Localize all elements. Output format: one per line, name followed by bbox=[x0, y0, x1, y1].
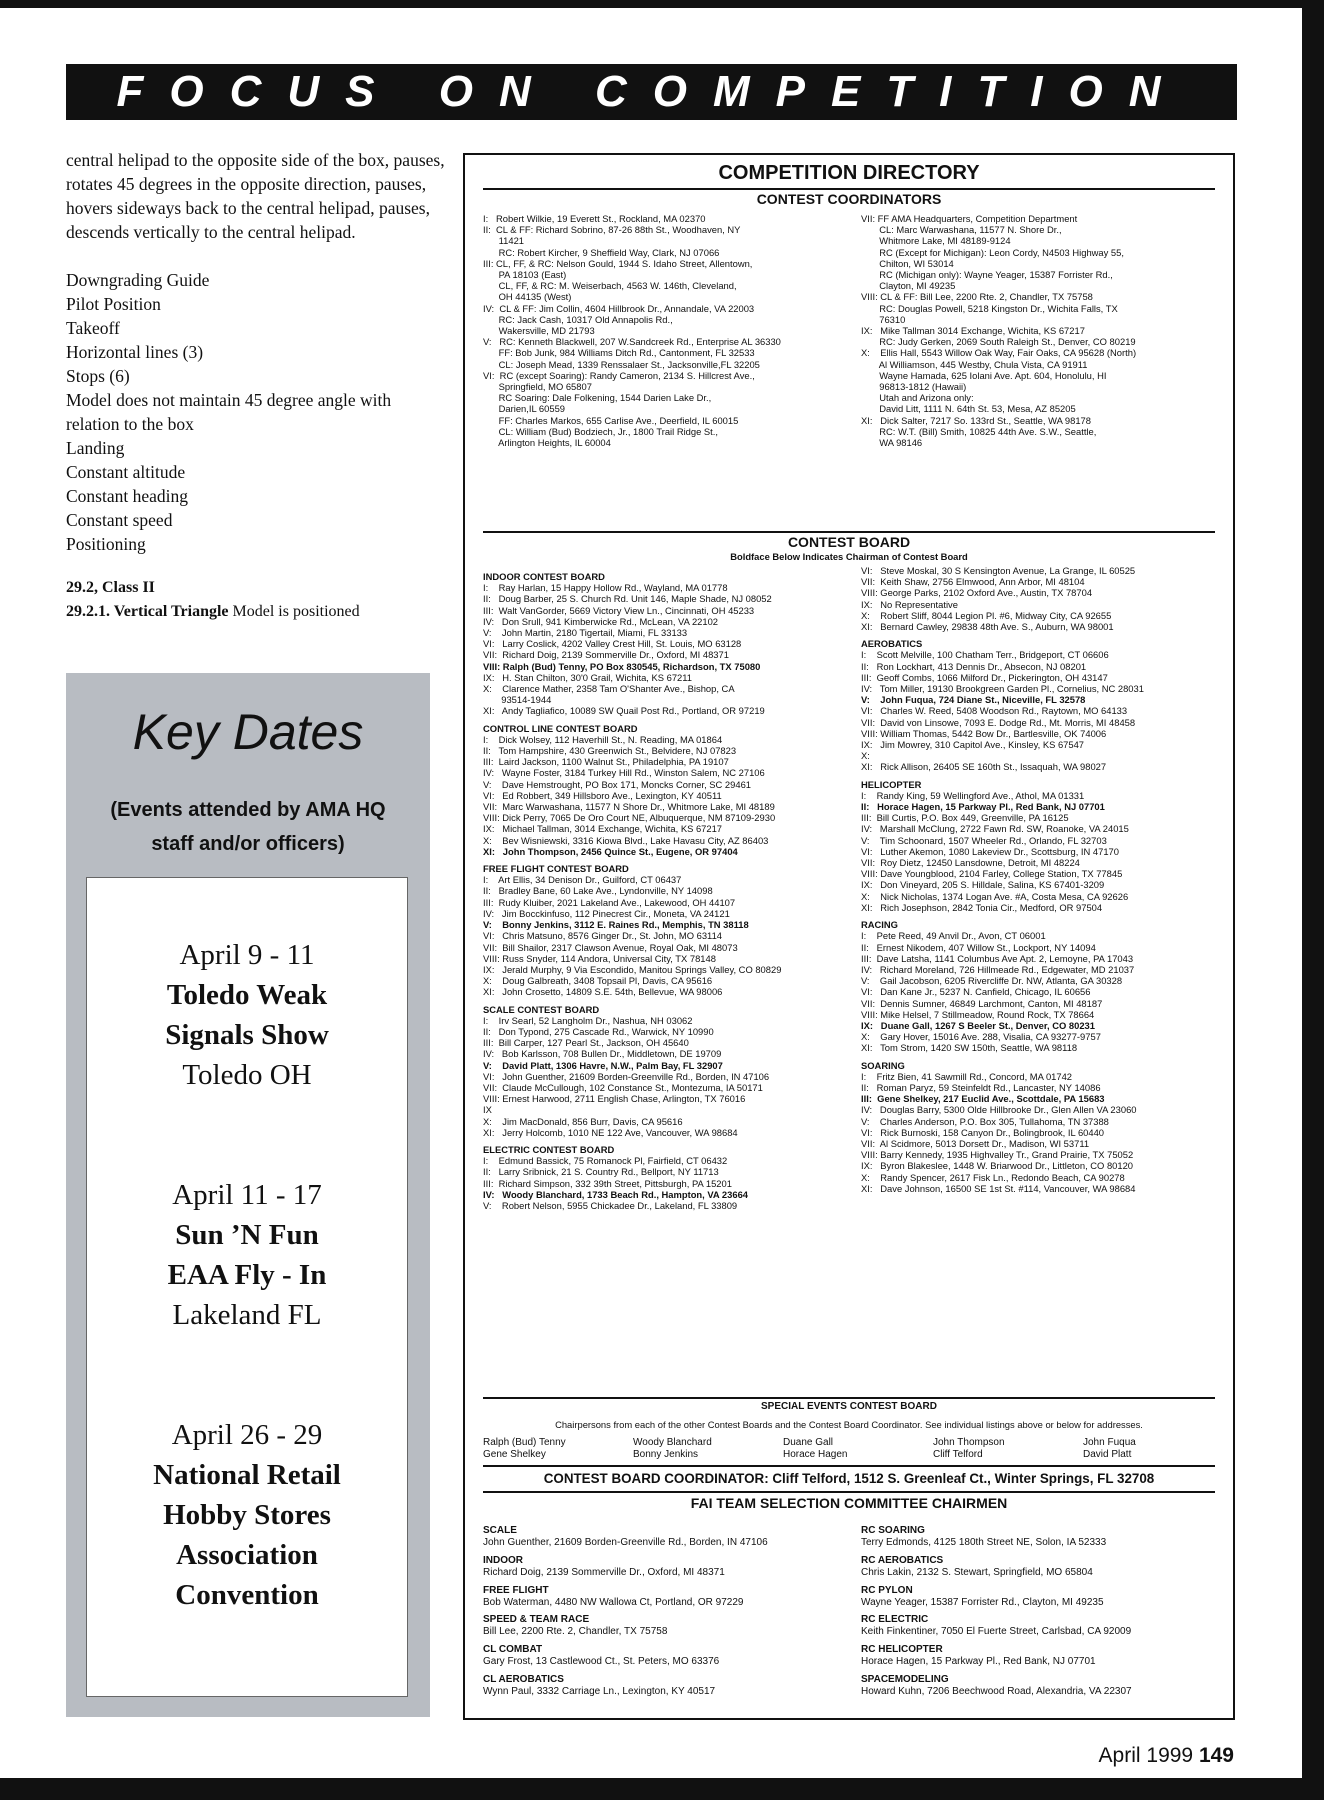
section-heading: CL AEROBATICS bbox=[483, 1674, 564, 1686]
event-name: Convention bbox=[175, 1579, 319, 1611]
section-heading: SCALE bbox=[483, 1525, 517, 1536]
directory-entry: IV: Woody Blanchard, 1733 Beach Rd., Hampton, VA 23664 bbox=[483, 1188, 749, 1200]
special-name: John Thompson bbox=[933, 1437, 1005, 1448]
section-heading: RACING bbox=[861, 919, 898, 931]
directory-line: RC (Michigan only): Wayne Yeager, 15387 Forrister Rd., bbox=[861, 269, 1113, 281]
section-heading: RC ELECTRIC bbox=[861, 1614, 929, 1626]
guide-item: Constant heading bbox=[66, 486, 188, 506]
directory-entry: V: Tim Schoonard, 1507 Wheeler Rd., Orlando, FL 32703 bbox=[861, 834, 1107, 846]
section-heading: CL COMBAT bbox=[483, 1644, 543, 1656]
directory-entry: V: Robert Nelson, 5955 Chickadee Dr., Lakeland, FL 33809 bbox=[483, 1199, 738, 1211]
directory-entry: IX: Michael Tallman, 3014 Exchange, Wichita, KS 67217 bbox=[483, 823, 723, 835]
directory-entry: I: Ray Harlan, 15 Happy Hollow Rd., Wayland, MA 01778 bbox=[483, 582, 728, 594]
directory-entry: John Guenther, 21609 Borden-Greenville Rd., Borden, IN 47106 bbox=[483, 1536, 768, 1548]
directory-line: X: Ellis Hall, 5543 Willow Oak Way, Fair Oaks, CA 95628 (North) bbox=[861, 347, 1137, 359]
divider bbox=[483, 1397, 1215, 1399]
directory-entry: XI: Rich Josephson, 2842 Tonia Cir., Medford, OR 97504 bbox=[861, 901, 1103, 913]
section-heading: INDOOR CONTEST BOARD bbox=[483, 571, 605, 582]
special-events-heading: SPECIAL EVENTS CONTEST BOARD bbox=[761, 1401, 937, 1412]
directory-entry: VIII: Dave Youngblood, 2104 Farley, College Station, TX 77845 bbox=[861, 868, 1123, 880]
fai-right-column bbox=[861, 1519, 1227, 1698]
board-coordinator-line: CONTEST BOARD COORDINATOR: Cliff Telford, 1512 S. Greenleaf Ct., Winter Springs, FL 32708 bbox=[543, 1471, 1155, 1486]
special-events-note: Chairpersons from each of the other Contest Boards and the Contest Board Coordinator. See individual listings above or below for addresses. bbox=[555, 1419, 1143, 1430]
event-name: National Retail bbox=[153, 1459, 341, 1491]
directory-entry: V: David Platt, 1306 Havre, N.W., Palm Bay, FL 32907 bbox=[483, 1059, 723, 1071]
event-date: April 11 - 17 bbox=[172, 1179, 322, 1211]
key-dates-event-list bbox=[86, 877, 408, 1697]
divider bbox=[483, 531, 1215, 533]
directory-entry: X: Clarence Mather, 2358 Tam O'Shanter Ave., Bishop, CA bbox=[483, 683, 735, 695]
directory-entry: Bill Lee, 2200 Rte. 2, Chandler, TX 75758 bbox=[483, 1626, 668, 1638]
directory-line: RC: Robert Kircher, 9 Sheffield Way, Clark, NJ 07066 bbox=[483, 246, 720, 258]
event-name: Hobby Stores bbox=[163, 1499, 331, 1531]
special-names-column bbox=[483, 1437, 566, 1461]
directory-line: RC (Except for Michigan): Leon Cordy, N4503 Highway 55, bbox=[861, 246, 1124, 258]
directory-entry: IV: Douglas Barry, 5300 Olde Hillbrooke Dr., Glen Allen VA 23060 bbox=[861, 1104, 1137, 1116]
directory-line: Utah and Arizona only: bbox=[861, 392, 974, 404]
guide-item: Stops (6) bbox=[66, 366, 130, 386]
guide-item: Takeoff bbox=[66, 318, 120, 338]
directory-line: Clayton, MI 49235 bbox=[861, 280, 956, 292]
directory-entry: Keith Finkentiner, 7050 El Fuerte Street, Carlsbad, CA 92009 bbox=[861, 1626, 1132, 1638]
directory-line: CL: William (Bud) Bodziech, Jr., 1800 Trail Ridge St., bbox=[483, 425, 718, 437]
downgrading-guide-list bbox=[66, 268, 446, 556]
directory-entry: VII: Marc Warwashana, 11577 N Shore Dr., Whitmore Lake, MI 48189 bbox=[483, 801, 775, 813]
guide-item: Constant altitude bbox=[66, 462, 186, 482]
directory-entry: V: John Fuqua, 724 Diane St., Niceville, FL 32578 bbox=[861, 694, 1086, 706]
directory-entry: I: Pete Reed, 49 Anvil Dr., Avon, CT 06001 bbox=[861, 930, 1046, 942]
directory-line: IV: CL & FF: Jim Collin, 4604 Hillbrook Dr., Annandale, VA 22003 bbox=[483, 302, 755, 314]
directory-entry: III: Geoff Combs, 1066 Milford Dr., Pickerington, OH 43147 bbox=[861, 671, 1108, 683]
class-subheading bbox=[66, 600, 446, 624]
section-heading: ELECTRIC CONTEST BOARD bbox=[483, 1143, 615, 1155]
directory-entry: VII: Richard Doig, 2139 Sommerville Dr., Oxford, MI 48371 bbox=[483, 649, 729, 661]
directory-entry: VI: Rick Burnoski, 158 Canyon Dr., Bolingbrook, IL 60440 bbox=[861, 1126, 1105, 1138]
directory-entry: IV: Tom Miller, 19130 Brookgreen Garden Pl., Cornelius, NC 28031 bbox=[861, 683, 1144, 695]
contest-board-heading: CONTEST BOARD bbox=[787, 534, 911, 550]
directory-entry: VII: Al Scidmore, 5013 Dorsett Dr., Madison, WI 53711 bbox=[861, 1137, 1090, 1149]
directory-line: David Litt, 1111 N. 64th St. 53, Mesa, AZ 85205 bbox=[861, 403, 1076, 415]
section-heading: FREE FLIGHT bbox=[483, 1584, 549, 1596]
directory-line: FF: Charles Markos, 655 Carlise Ave., Deerfield, IL 60015 bbox=[483, 414, 739, 426]
directory-entry: X: bbox=[861, 750, 870, 762]
directory-entry: VI: Larry Coslick, 4202 Valley Crest Hill, St. Louis, MO 63128 bbox=[483, 638, 742, 650]
directory-entry: II: Tom Hampshire, 430 Greenwich St., Belvidere, NJ 07823 bbox=[483, 745, 737, 757]
directory-entry: I: Edmund Bassick, 75 Romanock Pl, Fairfield, CT 06432 bbox=[483, 1155, 728, 1167]
directory-line: PA 18103 (East) bbox=[483, 269, 567, 281]
directory-entry: II: Bradley Bane, 60 Lake Ave., Lyndonville, NY 14098 bbox=[483, 885, 713, 897]
competition-directory bbox=[463, 153, 1235, 1720]
directory-line: Arlington Heights, IL 60004 bbox=[483, 437, 611, 449]
directory-entry: III: Richard Simpson, 332 39th Street, Pittsburgh, PA 15201 bbox=[483, 1177, 732, 1189]
section-heading: RC PYLON bbox=[861, 1584, 913, 1596]
directory-entry: IX: No Representative bbox=[861, 598, 958, 610]
special-name: Horace Hagen bbox=[783, 1449, 848, 1460]
directory-entry: XI: Jerry Holcomb, 1010 NE 122 Ave, Vancouver, WA 98684 bbox=[483, 1126, 738, 1138]
directory-entry: III: Dave Latsha, 1141 Columbus Ave Apt. 2, Lemoyne, PA 17043 bbox=[861, 952, 1134, 964]
event-date: April 9 - 11 bbox=[179, 939, 315, 971]
class-sub-rest: Model is positioned bbox=[228, 603, 360, 620]
section-heading: CONTROL LINE CONTEST BOARD bbox=[483, 722, 638, 734]
class-section bbox=[66, 576, 446, 624]
section-heading: RC SOARING bbox=[861, 1525, 925, 1536]
special-name: Bonny Jenkins bbox=[633, 1449, 699, 1460]
directory-entry: V: John Martin, 2180 Tigertail, Miami, FL 33133 bbox=[483, 627, 688, 639]
directory-line: RC: Judy Gerken, 2069 South Raleigh St., Denver, CO 80219 bbox=[861, 336, 1136, 348]
special-name: Gene Shelkey bbox=[483, 1449, 546, 1460]
key-dates-box bbox=[66, 673, 430, 1717]
special-names-column bbox=[633, 1437, 712, 1461]
event-date: April 26 - 29 bbox=[171, 1419, 323, 1451]
directory-entry: X: Robert Sliff, 8044 Legion Pl. #6, Midway City, CA 92655 bbox=[861, 609, 1112, 621]
directory-entry: IV: Bob Karlsson, 708 Bullen Dr., Middletown, DE 19709 bbox=[483, 1048, 722, 1060]
directory-entry: I: Scott Melville, 100 Chatham Terr., Bridgeport, CT 06606 bbox=[861, 649, 1109, 661]
directory-entry: XI: Rick Allison, 26405 SE 160th St., Issaquah, WA 98027 bbox=[861, 761, 1107, 773]
directory-entry: 93514-1944 bbox=[483, 694, 552, 706]
directory-entry: XI: Andy Tagliafico, 10089 SW Quail Post Rd., Portland, OR 97219 bbox=[483, 705, 765, 717]
directory-line: Chilton, WI 53014 bbox=[861, 257, 954, 269]
directory-entry: I: Fritz Bien, 41 Sawmill Rd., Concord, MA 01742 bbox=[861, 1070, 1073, 1082]
event-name: Signals Show bbox=[165, 1019, 329, 1051]
section-heading: FREE FLIGHT CONTEST BOARD bbox=[483, 863, 629, 875]
guide-item: Horizontal lines (3) bbox=[66, 342, 204, 362]
directory-entry: VIII: Ralph (Bud) Tenny, PO Box 830545, Richardson, TX 75080 bbox=[483, 660, 761, 672]
directory-entry: IX: Byron Blakeslee, 1448 W. Briarwood Dr., Littleton, CO 80120 bbox=[861, 1160, 1134, 1172]
directory-entry: III: Laird Jackson, 1100 Walnut St., Philadelphia, PA 19107 bbox=[483, 756, 729, 768]
divider bbox=[483, 1491, 1215, 1493]
directory-entry: I: Art Ellis, 34 Denison Dr., Guilford, CT 06437 bbox=[483, 874, 682, 886]
directory-entry: VI: John Guenther, 21609 Borden-Greenville Rd., Borden, IN 47106 bbox=[483, 1070, 770, 1082]
class-heading: 29.2, Class II bbox=[66, 579, 155, 596]
section-heading: HELICOPTER bbox=[861, 778, 922, 790]
directory-entry: Chris Lakin, 2132 S. Stewart, Springfield, MO 65804 bbox=[861, 1566, 1093, 1578]
directory-entry: X: Doug Galbreath, 3408 Topsail Pl, Davis, CA 95616 bbox=[483, 975, 713, 987]
directory-line: VIII: CL & FF: Bill Lee, 2200 Rte. 2, Chandler, TX 75758 bbox=[861, 291, 1093, 303]
event-name: EAA Fly - In bbox=[167, 1259, 327, 1291]
directory-entry: V: Charles Anderson, P.O. Box 305, Tullahoma, TN 37388 bbox=[861, 1115, 1109, 1127]
directory-entry: Wayne Yeager, 15387 Forrister Rd., Clayton, MI 49235 bbox=[861, 1596, 1104, 1608]
guide-item: Landing bbox=[66, 438, 125, 458]
directory-line: CL: Marc Warwashana, 11577 N. Shore Dr., bbox=[861, 224, 1062, 236]
directory-line: Wayne Hamada, 625 Iolani Ave. Apt. 604, Honolulu, HI bbox=[861, 369, 1107, 381]
directory-entry: Bob Waterman, 4480 NW Wallowa Ct, Portland, OR 97229 bbox=[483, 1596, 744, 1608]
directory-entry: VII: Dennis Sumner, 46849 Larchmont, Canton, MI 48187 bbox=[861, 997, 1103, 1009]
directory-entry: II: Roman Paryz, 59 Steinfeldt Rd., Lancaster, NY 14086 bbox=[861, 1081, 1101, 1093]
coordinators-right-column bbox=[861, 213, 1227, 448]
section-heading: INDOOR bbox=[483, 1554, 523, 1566]
guide-item: Constant speed bbox=[66, 510, 173, 530]
directory-entry: XI: John Thompson, 2456 Quince St., Eugene, OR 97404 bbox=[483, 845, 738, 857]
directory-entry: I: Dick Wolsey, 112 Haverhill St., N. Reading, MA 01864 bbox=[483, 733, 723, 745]
directory-entry: VI: Ed Robbert, 349 Hillsboro Ave., Lexington, KY 40511 bbox=[483, 789, 722, 801]
guide-item: Downgrading Guide bbox=[66, 270, 210, 290]
directory-entry: XI: Dave Johnson, 16500 SE 1st St. #114, Vancouver, WA 98684 bbox=[861, 1182, 1136, 1194]
directory-entry: XI: Bernard Cawley, 29838 48th Ave. S., Auburn, WA 98001 bbox=[861, 621, 1114, 633]
directory-line: RC: W.T. (Bill) Smith, 10825 44th Ave. S.W., Seattle, bbox=[861, 425, 1097, 437]
directory-line: III: CL, FF, & RC: Nelson Gould, 1944 S. Idaho Street, Allentown, bbox=[483, 257, 753, 269]
directory-entry: X: Gary Hover, 15016 Ave. 288, Visalia, CA 93277-9757 bbox=[861, 1031, 1101, 1043]
directory-entry: IV: Richard Moreland, 726 Hillmeade Rd., Edgewater, MD 21037 bbox=[861, 963, 1135, 975]
event-place: Toledo OH bbox=[182, 1059, 312, 1091]
directory-line: RC Soaring: Dale Folkening, 1544 Darien Lake Dr., bbox=[483, 392, 712, 404]
directory-line: WA 98146 bbox=[861, 437, 923, 449]
issue-date: April 1999 bbox=[1098, 1744, 1194, 1767]
directory-entry: V: Gail Jacobson, 6205 Rivercliffe Dr. NW, Atlanta, GA 30328 bbox=[861, 975, 1123, 987]
special-names-column bbox=[933, 1437, 1005, 1461]
directory-entry: I: Randy King, 59 Wellingford Ave., Athol, MA 01331 bbox=[861, 789, 1085, 801]
directory-entry: Gary Frost, 13 Castlewood Ct., St. Peters, MO 63376 bbox=[483, 1656, 720, 1668]
directory-entry: III: Walt VanGorder, 5669 Victory View Ln., Cincinnati, OH 45233 bbox=[483, 604, 755, 616]
directory-entry: III: Gene Shelkey, 217 Euclid Ave., Scottdale, PA 15683 bbox=[861, 1093, 1105, 1105]
directory-line: RC: Douglas Powell, 5218 Kingston Dr., Wichita Falls, TX bbox=[861, 302, 1118, 314]
directory-entry: IV: Jim Bocckinfuso, 112 Pinecrest Cir., Moneta, VA 24121 bbox=[483, 907, 730, 919]
directory-line: Whitmore Lake, MI 48189-9124 bbox=[861, 235, 1011, 247]
directory-entry: VI: Chris Matsuno, 8576 Ginger Dr., St. John, MO 63114 bbox=[483, 930, 723, 942]
directory-entry: Howard Kuhn, 7206 Beechwood Road, Alexandria, VA 22307 bbox=[861, 1685, 1132, 1697]
section-heading: SPACEMODELING bbox=[861, 1674, 949, 1686]
directory-entry: VIII: Mike Helsel, 7 Stillmeadow, Round Rock, TX 78664 bbox=[861, 1008, 1095, 1020]
directory-entry: III: Bill Carper, 127 Pearl St., Jackson, OH 45640 bbox=[483, 1037, 689, 1049]
section-heading: AEROBATICS bbox=[861, 638, 923, 650]
section-heading: RC AEROBATICS bbox=[861, 1554, 944, 1566]
directory-entry: IX: Don Vineyard, 205 S. Hilldale, Salina, KS 67401-3209 bbox=[861, 879, 1105, 891]
directory-line: Darien,IL 60559 bbox=[483, 403, 565, 415]
section-heading: SOARING bbox=[861, 1059, 905, 1071]
directory-entry: X: Jim MacDonald, 856 Burr, Davis, CA 95616 bbox=[483, 1115, 683, 1127]
guide-item: Pilot Position bbox=[66, 294, 161, 314]
class-sub-bold: 29.2.1. Vertical Triangle bbox=[66, 603, 229, 620]
fai-left-column bbox=[483, 1519, 841, 1698]
directory-entry: IV: Don Srull, 941 Kimberwicke Rd., McLean, VA 22102 bbox=[483, 615, 719, 627]
directory-line: OH 44135 (West) bbox=[483, 291, 572, 303]
directory-entry: Wynn Paul, 3332 Carriage Ln., Lexington, KY 40517 bbox=[483, 1685, 716, 1697]
divider bbox=[483, 188, 1215, 190]
special-names-column bbox=[1083, 1437, 1136, 1461]
special-name: John Fuqua bbox=[1083, 1437, 1136, 1448]
special-name: Woody Blanchard bbox=[633, 1437, 712, 1448]
directory-line: VI: RC (except Soaring): Randy Cameron, 2134 S. Hillcrest Ave., bbox=[483, 369, 755, 381]
directory-entry: XI: John Crosetto, 14809 S.E. 54th, Bellevue, WA 98006 bbox=[483, 986, 723, 998]
directory-entry: X: Bev Wisniewski, 3316 Kiowa Blvd., Lake Havasu City, AZ 86403 bbox=[483, 834, 769, 846]
key-dates-subtitle-line: staff and/or officers) bbox=[151, 833, 345, 855]
board-right-column bbox=[861, 565, 1231, 1194]
contest-board-note: Boldface Below Indicates Chairman of Contest Board bbox=[730, 551, 968, 562]
directory-entry: VI: Luther Akemon, 1080 Lakeview Dr., Scottsburg, IN 47170 bbox=[861, 845, 1119, 857]
directory-entry: VIII: Ernest Harwood, 2711 English Chase, Arlington, TX 76016 bbox=[483, 1093, 746, 1105]
guide-item: Model does not maintain 45 degree angle with relation to the box bbox=[66, 390, 392, 434]
directory-entry: IV: Wayne Foster, 3184 Turkey Hill Rd., Winston Salem, NC 27106 bbox=[483, 767, 765, 779]
section-heading: RC HELICOPTER bbox=[861, 1644, 943, 1656]
directory-entry: I: Irv Searl, 52 Langholm Dr., Nashua, NH 03062 bbox=[483, 1014, 693, 1026]
directory-line: Springfield, MO 65807 bbox=[483, 381, 592, 393]
directory-entry: XI: Tom Strom, 1420 SW 150th, Seattle, WA 98118 bbox=[861, 1042, 1078, 1054]
directory-entry: II: Don Typond, 275 Cascade Rd., Warwick, NY 10990 bbox=[483, 1025, 714, 1037]
section-heading: SCALE CONTEST BOARD bbox=[483, 1003, 600, 1015]
directory-entry: X: Nick Nicholas, 1374 Logan Ave. #A, Costa Mesa, CA 92626 bbox=[861, 890, 1129, 902]
directory-entry: II: Ernest Nikodem, 407 Willow St., Lockport, NY 14094 bbox=[861, 941, 1096, 953]
article-column bbox=[66, 148, 446, 624]
directory-line: Wakersville, MD 21793 bbox=[483, 325, 595, 337]
directory-entry: Horace Hagen, 15 Parkway Pl., Red Bank, NJ 07701 bbox=[861, 1656, 1096, 1668]
directory-entry: X: Randy Spencer, 2617 Fisk Ln., Redondo Beach, CA 90278 bbox=[861, 1171, 1125, 1183]
divider bbox=[483, 1465, 1215, 1467]
directory-entry: VIII: George Parks, 2102 Oxford Ave., Austin, TX 78704 bbox=[861, 587, 1093, 599]
article-paragraph: central helipad to the opposite side of the box, pauses, rotates 45 degrees in the opposite direction, pauses, hovers sideways back to the central helipad, pauses, descends vertically to the central helipad. bbox=[66, 150, 445, 242]
board-left-column bbox=[483, 565, 855, 1211]
event-name: Toledo Weak bbox=[166, 979, 328, 1011]
directory-line: 96813-1812 (Hawaii) bbox=[861, 381, 967, 393]
special-name: Duane Gall bbox=[783, 1437, 834, 1448]
directory-entry: II: Larry Sribnick, 21 S. Country Rd., Bellport, NY 11713 bbox=[483, 1166, 719, 1178]
directory-line: XI: Dick Salter, 7217 So. 133rd St., Seattle, WA 98178 bbox=[861, 414, 1091, 426]
directory-entry: VIII: Barry Kennedy, 1935 Highvalley Tr., Grand Prairie, TX 75052 bbox=[861, 1149, 1134, 1161]
directory-entry: V: Dave Hemstrought, PO Box 171, Moncks Corner, SC 29461 bbox=[483, 778, 752, 790]
directory-entry: Terry Edmonds, 4125 180th Street NE, Solon, IA 52333 bbox=[861, 1536, 1107, 1548]
event-place: Lakeland FL bbox=[172, 1299, 322, 1331]
directory-line: I: Robert Wilkie, 19 Everett St., Rockland, MA 02370 bbox=[483, 213, 706, 224]
directory-entry: IX: Duane Gall, 1267 S Beeler St., Denver, CO 80231 bbox=[861, 1019, 1095, 1031]
directory-line: FF: Bob Junk, 984 Williams Ditch Rd., Cantonment, FL 32533 bbox=[483, 347, 755, 359]
directory-line: V: RC: Kenneth Blackwell, 207 W.Sandcreek Rd., Enterprise AL 36330 bbox=[483, 336, 781, 348]
directory-entry: VI: Dan Kane Jr., 5237 N. Canfield, Chicago, IL 60656 bbox=[861, 986, 1091, 998]
directory-entry: VI: Charles W. Reed, 5408 Woodson Rd., Raytown, MO 64133 bbox=[861, 705, 1128, 717]
event-name: Association bbox=[176, 1539, 318, 1571]
directory-line: CL: Joseph Mead, 1339 Renssalaer St., Jacksonville,FL 32205 bbox=[483, 358, 760, 370]
directory-line: 76310 bbox=[861, 313, 906, 325]
directory-entry: IX: H. Stan Chilton, 30'0 Grail, Wichita, KS 67211 bbox=[483, 671, 693, 683]
section-banner: FOCUS ON COMPETITION bbox=[66, 64, 1237, 120]
directory-entry: VII: David von Linsowe, 7093 E. Dodge Rd., Mt. Morris, MI 48458 bbox=[861, 716, 1136, 728]
page-number: 149 bbox=[1198, 1744, 1234, 1767]
special-name: Ralph (Bud) Tenny bbox=[483, 1437, 566, 1448]
key-dates-subtitle bbox=[66, 793, 430, 861]
directory-line: VII: FF AMA Headquarters, Competition Department bbox=[861, 213, 1078, 224]
directory-entry: VIII: Dick Perry, 7065 De Oro Court NE, Albuquerque, NM 87109-2930 bbox=[483, 812, 776, 824]
directory-line: II: CL & FF: Richard Sobrino, 87-26 88th St., Woodhaven, NY bbox=[483, 224, 741, 236]
directory-entry: Richard Doig, 2139 Sommerville Dr., Oxford, MI 48371 bbox=[483, 1566, 725, 1578]
directory-entry: VII: Claude McCullough, 102 Constance St., Montezuma, IA 50171 bbox=[483, 1081, 763, 1093]
page-footer bbox=[1099, 1744, 1234, 1768]
directory-entry: IX: Jerald Murphy, 9 Via Escondido, Manitou Springs Valley, CO 80829 bbox=[483, 963, 782, 975]
key-dates-title: Key Dates bbox=[132, 704, 364, 760]
special-name: Cliff Telford bbox=[933, 1449, 983, 1460]
directory-entry: III: Bill Curtis, P.O. Box 449, Greenville, PA 16125 bbox=[861, 812, 1069, 824]
directory-entry: IV: Marshall McClung, 2722 Fawn Rd. SW, Roanoke, VA 24015 bbox=[861, 823, 1129, 835]
directory-entry: IX: Jim Mowrey, 310 Capitol Ave., Kinsley, KS 67547 bbox=[861, 739, 1085, 751]
directory-entry: VIII: William Thomas, 5442 Bow Dr., Bartlesville, OK 74006 bbox=[861, 727, 1107, 739]
special-names-column bbox=[783, 1437, 847, 1461]
directory-entry: VII: Roy Dietz, 12450 Lansdowne, Detroit, MI 48224 bbox=[861, 857, 1080, 869]
coordinators-heading: CONTEST COORDINATORS bbox=[756, 191, 942, 207]
directory-line: RC: Jack Cash, 10317 Old Annapolis Rd., bbox=[483, 313, 673, 325]
directory-line: Al Williamson, 445 Westby, Chula Vista, CA 91911 bbox=[861, 358, 1088, 370]
directory-title: COMPETITION DIRECTORY bbox=[718, 162, 980, 184]
directory-entry: VII: Keith Shaw, 2756 Elmwood, Ann Arbor, MI 48104 bbox=[861, 576, 1085, 588]
directory-entry: II: Doug Barber, 25 S. Church Rd. Unit 146, Maple Shade, NJ 08052 bbox=[483, 593, 772, 605]
directory-line: CL, FF, & RC: M. Weiserbach, 4563 W. 146th, Cleveland, bbox=[483, 280, 737, 292]
guide-item: Positioning bbox=[66, 534, 146, 554]
directory-entry: VIII: Russ Snyder, 114 Andora, Universal City, TX 78148 bbox=[483, 952, 716, 964]
key-dates-subtitle-line: (Events attended by AMA HQ bbox=[110, 799, 386, 821]
directory-entry: II: Ron Lockhart, 413 Dennis Dr., Absecon, NJ 08201 bbox=[861, 660, 1087, 672]
directory-entry: VI: Steve Moskal, 30 S Kensington Avenue, La Grange, IL 60525 bbox=[861, 565, 1136, 576]
fai-heading: FAI TEAM SELECTION COMMITTEE CHAIRMEN bbox=[690, 1495, 1008, 1511]
coordinators-left-column bbox=[483, 213, 841, 448]
directory-entry: VII: Bill Shailor, 2317 Clawson Avenue, Royal Oak, MI 48073 bbox=[483, 941, 738, 953]
directory-entry: V: Bonny Jenkins, 3112 E. Raines Rd., Memphis, TN 38118 bbox=[483, 919, 749, 931]
section-heading: SPEED & TEAM RACE bbox=[483, 1614, 590, 1626]
event-name: Sun ’N Fun bbox=[175, 1219, 319, 1251]
special-name: David Platt bbox=[1083, 1449, 1132, 1460]
directory-entry: II: Horace Hagen, 15 Parkway Pl., Red Bank, NJ 07701 bbox=[861, 801, 1105, 813]
directory-line: IX: Mike Tallman 3014 Exchange, Wichita, KS 67217 bbox=[861, 325, 1085, 337]
directory-entry: IX bbox=[483, 1104, 492, 1116]
directory-line: 11421 bbox=[483, 235, 525, 247]
directory-entry: III: Rudy Kluiber, 2021 Lakeland Ave., Lakewood, OH 44107 bbox=[483, 896, 736, 908]
